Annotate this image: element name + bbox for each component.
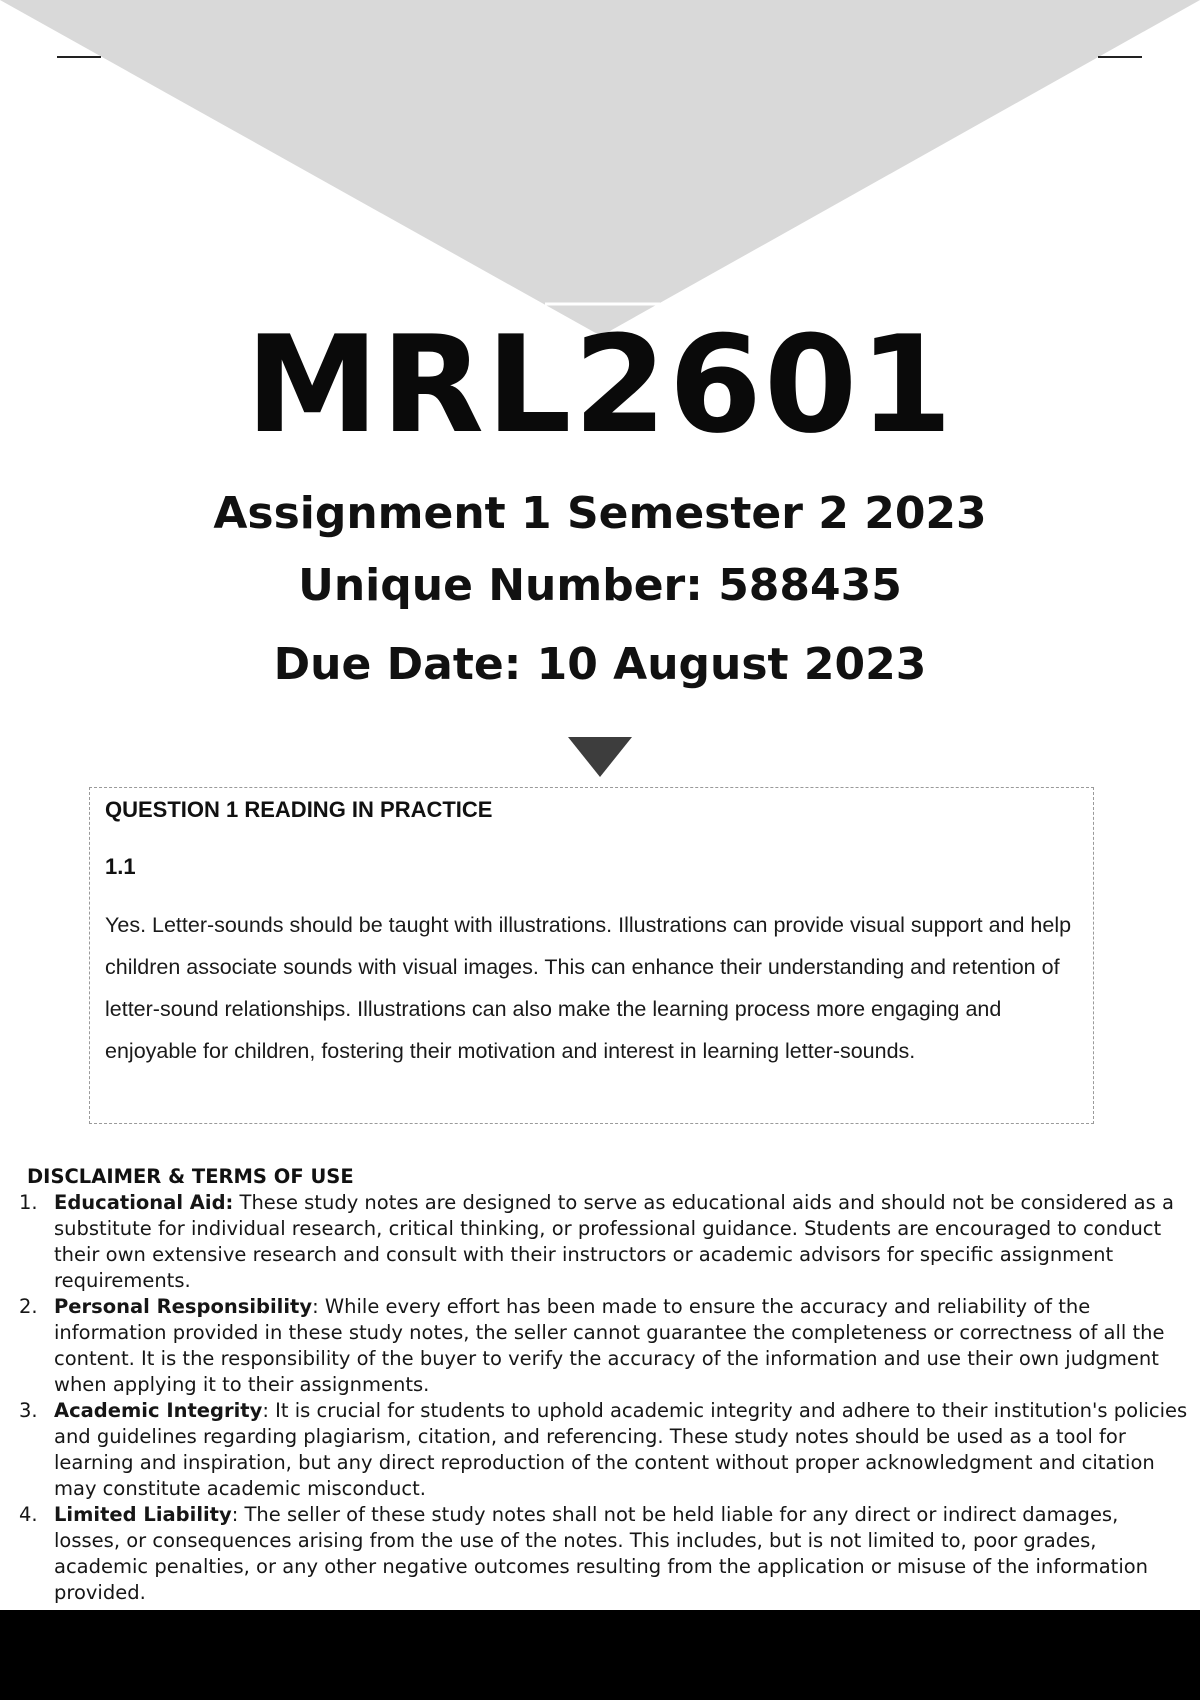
disclaimer-item-text: : It is crucial for students to uphold academic integrity and adhere to their institution's policies and guidelines regarding plagiarism, citation, and referencing. These study notes should be used as a tool for learning and inspiration, but any direct reproduction of the content without proper acknowledgment and citation may constitute academic misconduct. [54, 1399, 1188, 1500]
disclaimer-item-text: : The seller of these study notes shall not be held liable for any direct or indirect damages, losses, or consequences arising from the use of the notes. This includes, but is not limited to, poor grades, academic penalties, or any other negative outcomes resulting from the application or misuse of the information provided. [54, 1503, 1149, 1604]
corner-rule-left [57, 56, 101, 58]
unique-number-line [0, 560, 1200, 611]
header-banner-graphic [0, 0, 1200, 340]
disclaimer-item-term: Educational Aid: [54, 1191, 234, 1214]
disclaimer-item-text: These study notes are designed to serve as educational aids and should not be considered as a substitute for individual research, critical thinking, or professional guidance. Students are encouraged to conduct their own extensive research and consult with their instructors or academic advisors for specific assignment requirements. [54, 1191, 1174, 1292]
disclaimer-item-number: 1. [19, 1191, 38, 1214]
disclaimer-item-term: Academic Integrity [54, 1399, 263, 1422]
due-date-line: Due Date: 10 August 2023 [273, 639, 927, 690]
disclaimer-item-term: Limited Liability [54, 1503, 232, 1526]
disclaimer-list [0, 1190, 1200, 1606]
footer-black-bar [0, 1610, 1200, 1700]
unique-number-label: Unique Number: [298, 560, 703, 611]
disclaimer-item-number: 2. [19, 1295, 38, 1318]
course-code-title: MRL2601 [245, 307, 955, 463]
unique-number-value: 588435 [718, 560, 902, 611]
disclaimer-section [0, 1164, 1200, 1606]
banner-chevron [0, 0, 1200, 336]
disclaimer-item-term: Personal Responsibility [54, 1295, 313, 1318]
question-number: 1.1 [105, 854, 136, 879]
question-box [89, 787, 1094, 1124]
disclaimer-item-number: 4. [19, 1503, 38, 1526]
assignment-subtitle: Assignment 1 Semester 2 2023 [213, 488, 987, 539]
corner-rule-right [1098, 56, 1142, 58]
disclaimer-item-text: : While every effort has been made to ensure the accuracy and reliability of the information provided in these study notes, the seller cannot guarantee the completeness or correctness of all the content. It is the responsibility of the buyer to verify the accuracy of the information and use their own judgment when applying it to their assignments. [54, 1295, 1165, 1396]
disclaimer-title: DISCLAIMER & TERMS OF USE [27, 1165, 354, 1188]
disclaimer-item-number: 3. [19, 1399, 38, 1422]
disclaimer-item [0, 1294, 1200, 1398]
disclaimer-item [0, 1190, 1200, 1294]
disclaimer-item [0, 1502, 1200, 1606]
question-heading: QUESTION 1 READING IN PRACTICE [105, 797, 493, 822]
question-answer: Yes. Letter-sounds should be taught with illustrations. Illustrations can provide visual support and help children associate sounds with visual images. This can enhance their understanding and retention of letter-sound relationships. Illustrations can also make the learning process more engaging and enjoyable for children, fostering their motivation and interest in learning letter-sounds. [105, 913, 1072, 1063]
down-triangle-icon [568, 737, 632, 777]
disclaimer-item [0, 1398, 1200, 1502]
